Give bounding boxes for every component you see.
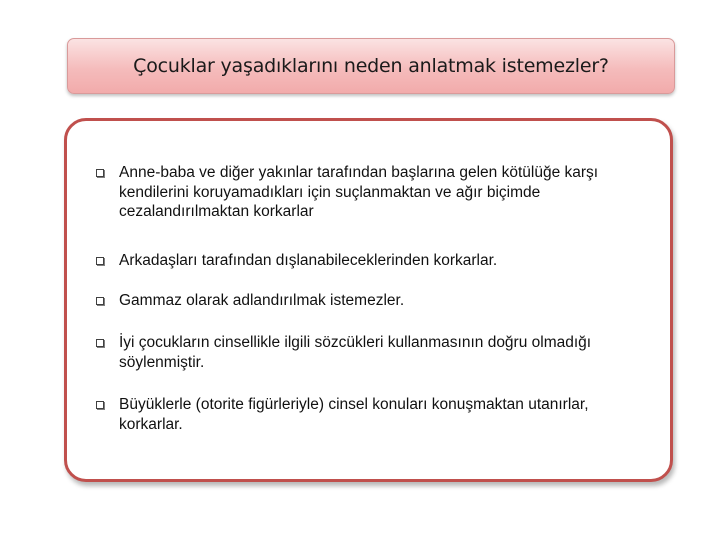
bullet-item	[96, 163, 656, 222]
bullet-text: Büyüklerle (otorite figürleriyle) cinsel konuları konuşmaktan utanırlar, korkarlar.	[119, 396, 589, 433]
bullet-text: İyi çocukların cinsellikle ilgili sözcükleri kullanmasının doğru olmadığı söylenmiştir.	[119, 334, 592, 371]
hollow-square-bullet-icon	[96, 401, 104, 409]
bullet-text: Anne-baba ve diğer yakınlar tarafından başlarına gelen kötülüğe karşı kendilerini koruyamadıkları için suçlanmaktan ve ağır biçimde cezalandırılmaktan korkarlar	[119, 164, 599, 220]
bullet-item	[96, 291, 656, 311]
hollow-square-bullet-icon	[96, 169, 104, 177]
title-banner	[67, 38, 675, 94]
hollow-square-bullet-icon	[96, 257, 104, 265]
bullet-item	[96, 251, 656, 271]
bullet-text: Arkadaşları tarafından dışlanabileceklerinden korkarlar.	[119, 252, 498, 269]
content-panel	[64, 118, 673, 482]
bullet-text: Gammaz olarak adlandırılmak istemezler.	[119, 292, 405, 309]
hollow-square-bullet-icon	[96, 297, 104, 305]
bullet-item	[96, 395, 656, 434]
bullet-item	[96, 333, 656, 372]
slide-title: Çocuklar yaşadıklarını neden anlatmak istemezler?	[133, 55, 609, 77]
hollow-square-bullet-icon	[96, 339, 104, 347]
